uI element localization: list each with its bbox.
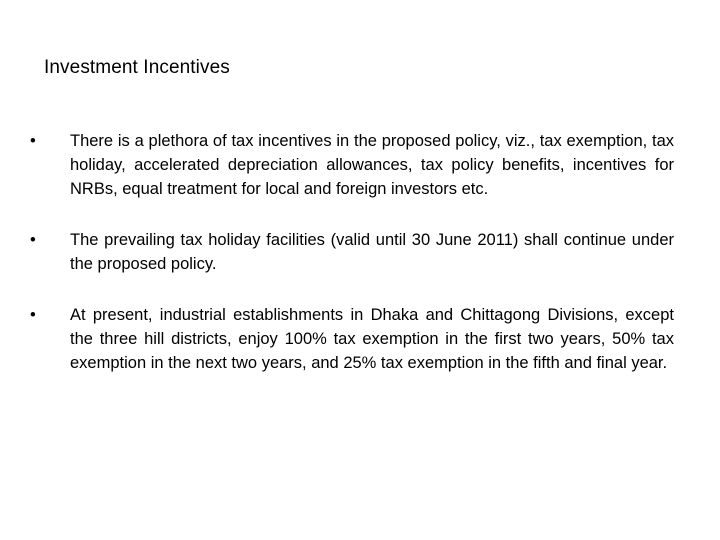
bullet-icon: • <box>30 231 36 249</box>
bullet-icon: • <box>30 132 36 150</box>
bullet-item-tax-holiday <box>30 228 674 276</box>
bullet-text: The prevailing tax holiday facilities (valid until 30 June 2011) shall continue under the proposed policy. <box>70 231 674 273</box>
slide-title: Investment Incentives <box>44 57 230 78</box>
bullet-text: There is a plethora of tax incentives in the proposed policy, viz., tax exemption, tax holiday, accelerated depreciation allowances, tax policy benefits, incentives for NRBs, equal treatment for local and foreign investors etc. <box>70 132 674 198</box>
bullet-list <box>30 129 674 375</box>
bullet-item-tax-incentives <box>30 129 674 201</box>
bullet-icon: • <box>30 306 36 324</box>
bullet-text: At present, industrial establishments in Dhaka and Chittagong Divisions, except the three hill districts, enjoy 100% tax exemption in the first two years, 50% tax exemption in the next two years, and 25% tax exemption in the fifth and final year. <box>70 306 674 372</box>
bullet-item-tax-exemption <box>30 303 674 375</box>
